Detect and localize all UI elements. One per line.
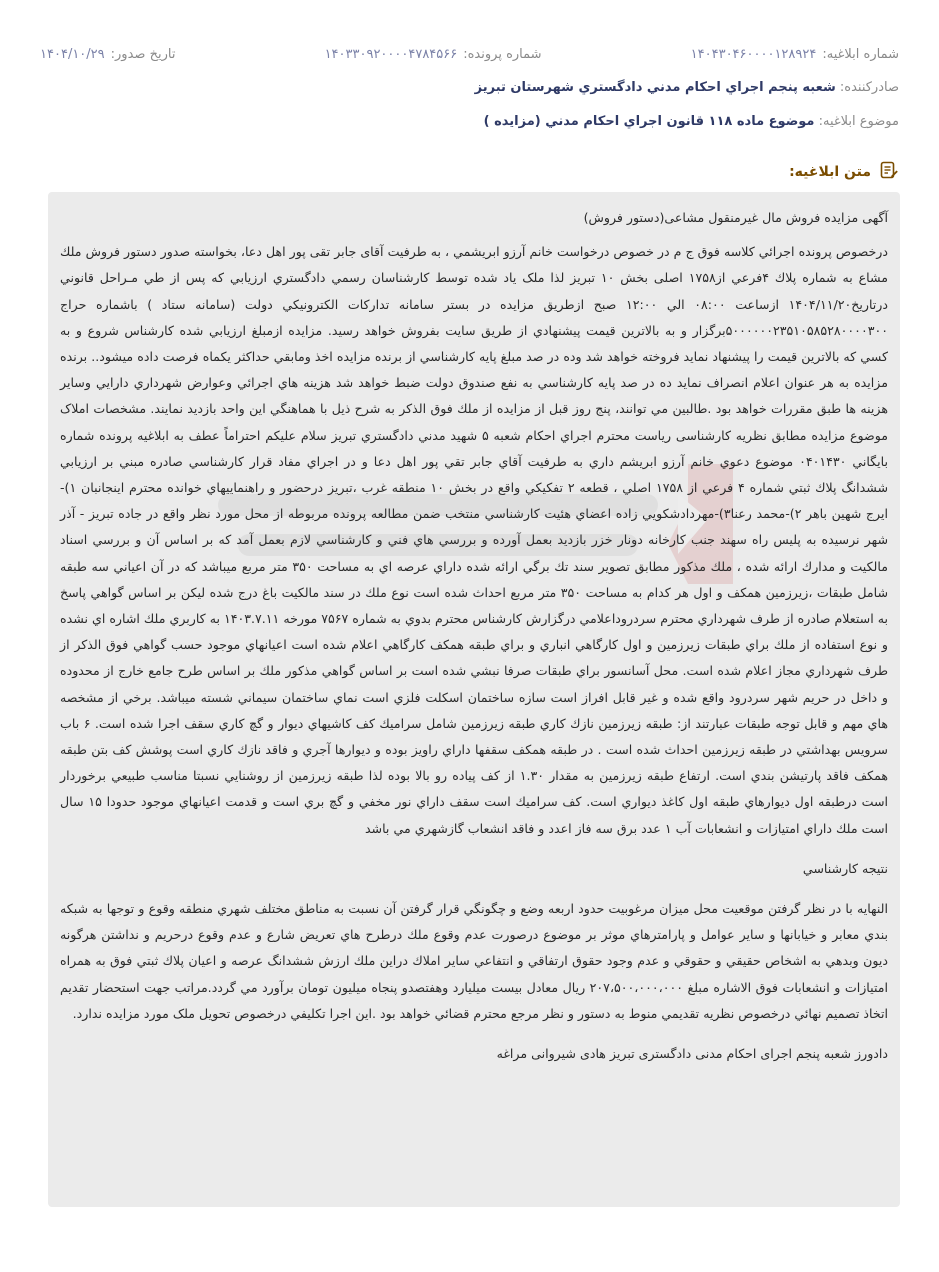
notice-paragraph-2: النهايه با در نظر گرفتن موقعيت محل ميزان مرغوبيت حدود اربعه وضع و چگونگي قرار گرفتن آن نسبت به مناطق مختلف شهري منطقه وقوع و توجها به شبكه بندي معابر و خيابانها و ساير عوامل و پارامترهاي موثر بر موضوع درصورت عدم وقوع ملك درطرح هاي تعريض شارع و عدم وقوع درحريم و نداشتن هرگونه ديون وبدهي به اشخاص حقيقي و حقوقي و عدم وجود حقوق ارتفاقي و انتفاعي ساير املاك دراين ملك ارزش ششدانگ عرصه و اعيان پلاك ثبتي فوق به همراه امتيازات و انشعابات فوق الاشاره مبلغ ۲۰۷،۵۰۰،۰۰۰،۰۰۰ ريال معادل بيست ميليارد وهفتصدو پنجاه ميليون تومان برآورد مي گردد.مراتب جهت استحضار تقديم اتخاذ تصميم نهائي درخصوص نظريه تقديمي منوط به دستور و نظر مرجع محترم قضائي خواهد بود .اين اجرا تكليفي درخصوص تحويل ملک مورد مزايده ندارد. [60, 901, 888, 1021]
issuer-label: صادرکننده: [839, 80, 899, 95]
body-heading-label: متن ابلاغیه: [789, 164, 871, 180]
subject-label: موضوع ابلاغیه: [818, 114, 899, 129]
subject-line [40, 114, 899, 129]
notice-body-content [48, 192, 900, 1067]
result-heading: نتيجه كارشناسي [802, 860, 888, 876]
notice-body-panel [48, 192, 900, 1207]
issue-date-label: تاریخ صدور: [110, 46, 176, 62]
issuer-value: شعبه پنجم اجراي احكام مدني دادگستري شهرستان تبريز [474, 80, 836, 95]
notice-paragraph-1: درخصوص پرونده اجرائي كلاسه فوق ج م در خصوص درخواست خانم آرزو ابريشمي ، به طرفيت آقای جابر تقی پور اهل دعا، بخواسته صدور دستور فروش ملك مشاع به شماره پلاك ۴فرعي از۱۷۵۸ اصلی بخش ۱۰ تبريز لذا ملک یاد شده توسط کارشناسان رسمي دادگستري ارزيابي كه پس از طي مـراحل قانوني درتاريخ۱۴۰۴/۱۱/۲۰ ازساعت ۰۸:۰۰ الي ۱۲:۰۰ صبح ازطريق مزايده در بستر سامانه تداركات الكترونيكي دولت (سامانه ستاد ) باشماره حراج ۵۰۰۰۰۰۰۲۳۵۱۰۵۸۵۲۸۰۰۰۰۳۰۰برگزار و به بالاترين قيمت پيشنهادي از طريق سايت بفروش خواهد رسيد. مزایده ازمبلغ ارزيابي شده كارشناس شروع و به كسي كه بالاترين قيمت را پيشنهاد نمايد فروخته خواهد شد وده در صد مبلغ پايه كارشناسي از برنده مزايده اخذ ومابقي حداكثر يكماه فرصت داده ميشود.. برنده مزايده به هر عنوان اعلام انصراف نمايد ده در صد پايه كارشناسي به نفع صندوق دولت ضبط خواهد شد هزينه هاي اجرائي وعوارض شهرداري دارايي وساير هزينه ها طبق مقررات خواهد بود .طالبين مي توانند، پنج روز قبل از مزايده از ملك فوق الذكر به شرح ذيل با هماهنگي اين واحد بازديد نمايند. مشخصات املاک موضوع مزایده مطابق نظریه کارشناسی رياست محترم اجراي احكام شعبه ۵ شهيد مدني دادگستري تبريز سلام عليكم احتراماً عطف به ابلاغیه پرونده شماره بايگاني ۰۴۰۱۴۳۰ موضوع دعوي خانم آرزو ابريشم داري به طرفيت آقاي جابر تقي پور اهل دعا و در اجراي مفاد قرار كارشناسي صادره مبني بر ارزيابي ششدانگ پلاك ثبتي شماره ۴ فرعي از ۱۷۵۸ اصلي ، قطعه ۲ تفكيكي واقع در بخش ۱۰ منطقه غرب ،تبريز درحضور و راهنماييهاي خوانده محترم اينجانبان ۱)-ايرج شهين باهر ۲)-محمد رعنا۳)-مهردادشكويي زاده اعضاي هئيت كارشناسي منتخب ضمن مطالعه پرونده مربوطه از محل مورد نظر واقع در جاده تبريز - آذر شهر نرسيده به پليس راه سهند جنب كارخانه دونار خزر بازديد بعمل آورده و بررسي هاي فني و كارشناسي لازم بعمل آمد كه بر اساس آن و بررسي اسناد مالكيت و مدارك ارائه شده ، ملك مذكور مطابق تصوير سند تك برگي ارائه شده داراي عرصه اي به مساحت ۳۵۰ متر مربع ميباشد كه در آن اعياني سه طبقه شامل طبقات ،زيرزمين همكف و اول هر كدام به مساحت ۳۵۰ متر مربع احداث شده است نوع ملك در سند مالكيت باغ درج شده ليكن بر اساس گواهي پاسخ به استعلام صادره از طرف شهرداري محترم سردروداعلامي درگزارش كارشناس محترم بدوي به شماره ۷۵۶۷ مورخه ۱۴۰۳.۷.۱۱ به كاربري ملك اشاره اي نشده و نوع استفاده از ملك براي طبقات زيرزمين و اول كارگاهي انباري و براي طبقه همكف كارگاهي اعلام شده است اعيانهاي موجود حسب گواهي فوق الذكر از طرف شهرداري مجاز اعلام شده است. محل آسانسور براي طبقات صرفا نبشي شده است بر اساس گواهي مذكور ملك بر اساس طرح جامع خارج از محدوده و داخل در حريم شهر سردرود واقع شده و غير قابل افراز است سازه ساختمان اسكلت فلزي است نماي ساختمان سيماني شسته ميباشد. برخي از مشخصه هاي مهم و قابل توجه طبقات عبارتند از: طبقه زيرزمين نازك كاري طبقه زيرزمين شامل سراميك كف كاشيهاي ديوار و گچ كاري سقف اجرا شده است. ۶ باب سرويس بهداشتي در طبقه زيرزمين احداث شده است . در طبقه همكف سقفها داراي راويز بوده و ديوارها آجري و فاقد نازك كاري است پوشش كف بتن طبقه همكف فاقد پارتيشن بندي است. ارتفاع طبقه زيرزمين به مقدار ۱.۳۰ از كف پياده رو بالا بوده لذا طبقه زيرزمين از روشنايي نسبتا مناسب طبيعي برخوردار است درطبقه اول ديوارهاي طبقه اول كاغذ ديواري است. كف سراميك است سقف داراي نور مخفي و گچ بري است و قدمت اعيانهاي موجود حدودا ۱۵ سال است ملك داراي امتيازات و انشعابات آب ۱ عدد برق سه فاز اعدد و فاقد انشعاب گازشهري مي باشد [60, 244, 889, 836]
notice-number [691, 47, 899, 62]
subject-value: موضوع ماده ۱۱۸ قانون اجراي احكام مدني (مزايده ) [483, 114, 815, 129]
notice-meta-row [40, 44, 899, 64]
issue-date [40, 47, 175, 62]
body-heading [789, 160, 899, 184]
notice-number-label: شماره ابلاغیه: [822, 46, 899, 62]
issue-date-value: ۱۴۰۴/۱۰/۲۹ [40, 46, 105, 62]
issuer-line [40, 80, 899, 95]
signature-line: دادورز شعبه پنجم اجرای احکام مدنی دادگستری تبریز هادی شیروانی مراغه [496, 1046, 888, 1062]
document-edit-icon [879, 160, 899, 184]
notice-number-value: ۱۴۰۴۳۰۴۶۰۰۰۰۱۲۸۹۲۴ [690, 46, 817, 62]
file-number-label: شماره پرونده: [463, 46, 542, 62]
file-number [325, 47, 542, 62]
notice-title: آگهی مزایده فروش مال غیرمنقول مشاعی(دستور فروش) [583, 210, 888, 225]
file-number-value: ۱۴۰۳۳۰۹۲۰۰۰۰۴۷۸۴۵۶۶ [324, 46, 458, 62]
